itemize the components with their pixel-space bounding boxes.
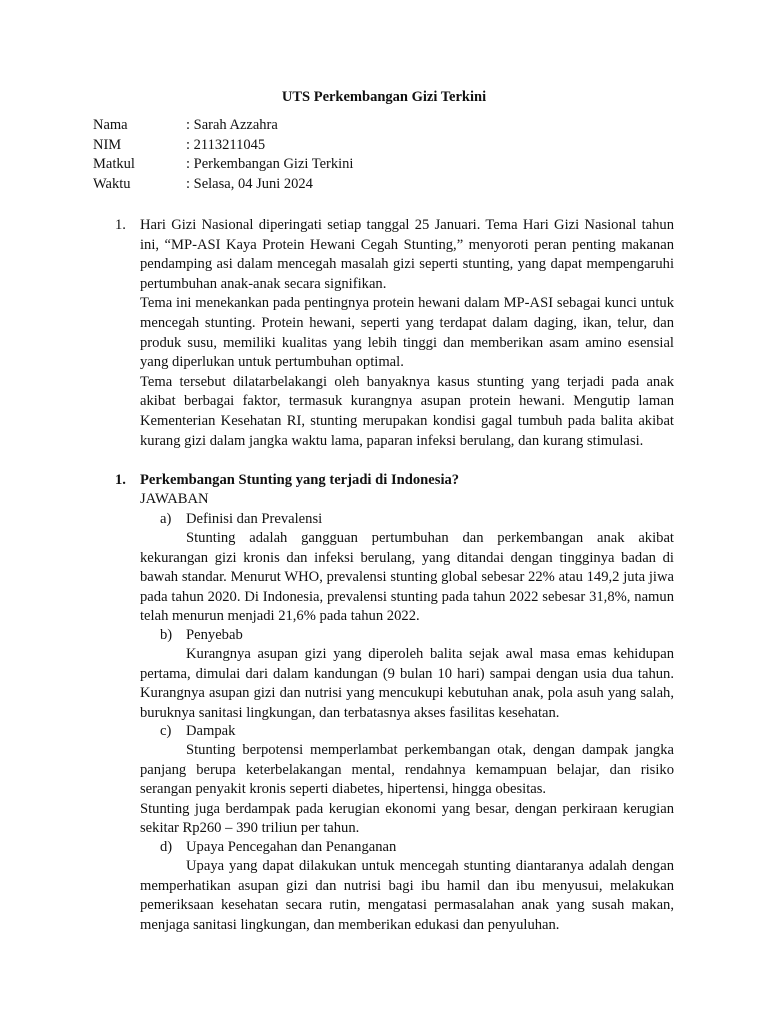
info-row-course <box>93 155 353 175</box>
section-title: Definisi dan Prevalensi <box>186 511 323 527</box>
info-value: : Sarah Azzahra <box>186 117 278 133</box>
info-row-time <box>93 175 353 195</box>
info-label: NIM <box>93 136 122 153</box>
section-body <box>140 529 674 627</box>
question-heading: Perkembangan Stunting yang terjadi di Indonesia? <box>140 472 460 488</box>
section-marker: a) <box>160 511 172 527</box>
info-row-nim <box>93 136 353 156</box>
section-title: Dampak <box>186 723 236 739</box>
section-marker: c) <box>160 723 172 739</box>
intro-paragraph: Hari Gizi Nasional diperingati setiap tanggal 25 Januari. Tema Hari Gizi Nasional tahun ini, “MP-ASI Kaya Protein Hewani Cegah Stunting,” menyoroti peran penting makanan pendamping asi dalam mencegah masalah gizi seperti stunting, yang dapat mempengaruhi pertumbuhan anak-anak secara signifikan. <box>140 217 674 292</box>
question-number: 1. <box>115 472 126 488</box>
section-marker: d) <box>160 839 173 855</box>
section-paragraph: Stunting adalah gangguan pertumbuhan dan perkembangan anak akibat kekurangan gizi kronis dan infeksi berulang, yang ditandai dengan tingginya badan di bawah standar. Menurut WHO, prevalensi stunting global sebesar 22% atau 149,2 juta jiwa pada tahun 2020. Di Indonesia, prevalensi stunting pada tahun 2022 sebesar 31,8%, namun telah menurun menjadi 21,6% pada tahun 2022. <box>140 530 674 625</box>
info-label: Matkul <box>93 156 135 172</box>
section-marker: b) <box>160 627 173 643</box>
answer-label: JAWABAN <box>140 491 209 507</box>
intro-block <box>140 216 674 451</box>
document-title: UTS Perkembangan Gizi Terkini <box>281 89 487 105</box>
section-title: Penyebab <box>186 627 243 643</box>
section-paragraph: Stunting berpotensi memperlambat perkembangan otak, dengan dampak jangka panjang berupa keterbelakangan mental, rendahnya kemampuan belajar, dan risiko serangan penyakit kronis seperti diabetes, hipertensi, hingga obesitas. <box>140 742 674 798</box>
info-value: : 2113211045 <box>186 136 266 153</box>
section-paragraph: Kurangnya asupan gizi yang diperoleh balita sejak awal masa emas kehidupan pertama, dimulai dari dalam kandungan (9 bulan 10 hari) sampai dengan usia dua tahun. Kurangnya asupan gizi dan nutrisi yang mencukupi kebutuhan anak, pola asuh yang salah, buruknya sanitasi lingkungan, dan terbatasnya akses fasilitas kesehatan. <box>140 646 674 721</box>
section-paragraph: Stunting juga berdampak pada kerugian ekonomi yang besar, dengan perkiraan kerugian sekitar Rp260 – 390 triliun per tahun. <box>140 800 674 837</box>
section-body <box>140 741 674 839</box>
section-paragraph: Upaya yang dapat dilakukan untuk mencegah stunting diantaranya adalah dengan memperhatikan asupan gizi dan nutrisi bagi ibu hamil dan ibu menyusui, melakukan pemeriksaan kesehatan secara rutin, mengatasi permasalahan anak yang susah makan, menjaga sanitasi lingkungan, dan memberikan edukasi dan penyuluhan. <box>140 858 674 933</box>
section-body <box>140 857 674 935</box>
info-label: Waktu <box>93 175 131 192</box>
section-body <box>140 645 674 723</box>
info-value: : Selasa, 04 Juni 2024 <box>186 175 313 192</box>
info-row-name <box>93 116 353 136</box>
intro-paragraph: Tema tersebut dilatarbelakangi oleh banyaknya kasus stunting yang terjadi pada anak akibat berbagai faktor, termasuk kurangnya asupan protein hewani. Mengutip laman Kementerian Kesehatan RI, stunting merupakan kondisi gagal tumbuh pada balita akibat kurang gizi dalam jangka waktu lama, paparan infeksi berulang, dan kurang stimulasi. <box>140 373 674 449</box>
student-info <box>93 116 353 194</box>
intro-paragraph: Tema ini menekankan pada pentingnya protein hewani dalam MP-ASI sebagai kunci untuk mencegah stunting. Protein hewani, seperti yang terdapat dalam daging, ikan, telur, dan produk susu, memiliki kualitas yang lebih tinggi dan memberikan asam amino esensial yang diperlukan untuk pertumbuhan optimal. <box>140 295 674 371</box>
info-value: : Perkembangan Gizi Terkini <box>186 156 354 172</box>
item-number: 1. <box>115 217 126 233</box>
info-label: Nama <box>93 117 128 133</box>
section-title: Upaya Pencegahan dan Penanganan <box>186 839 397 855</box>
